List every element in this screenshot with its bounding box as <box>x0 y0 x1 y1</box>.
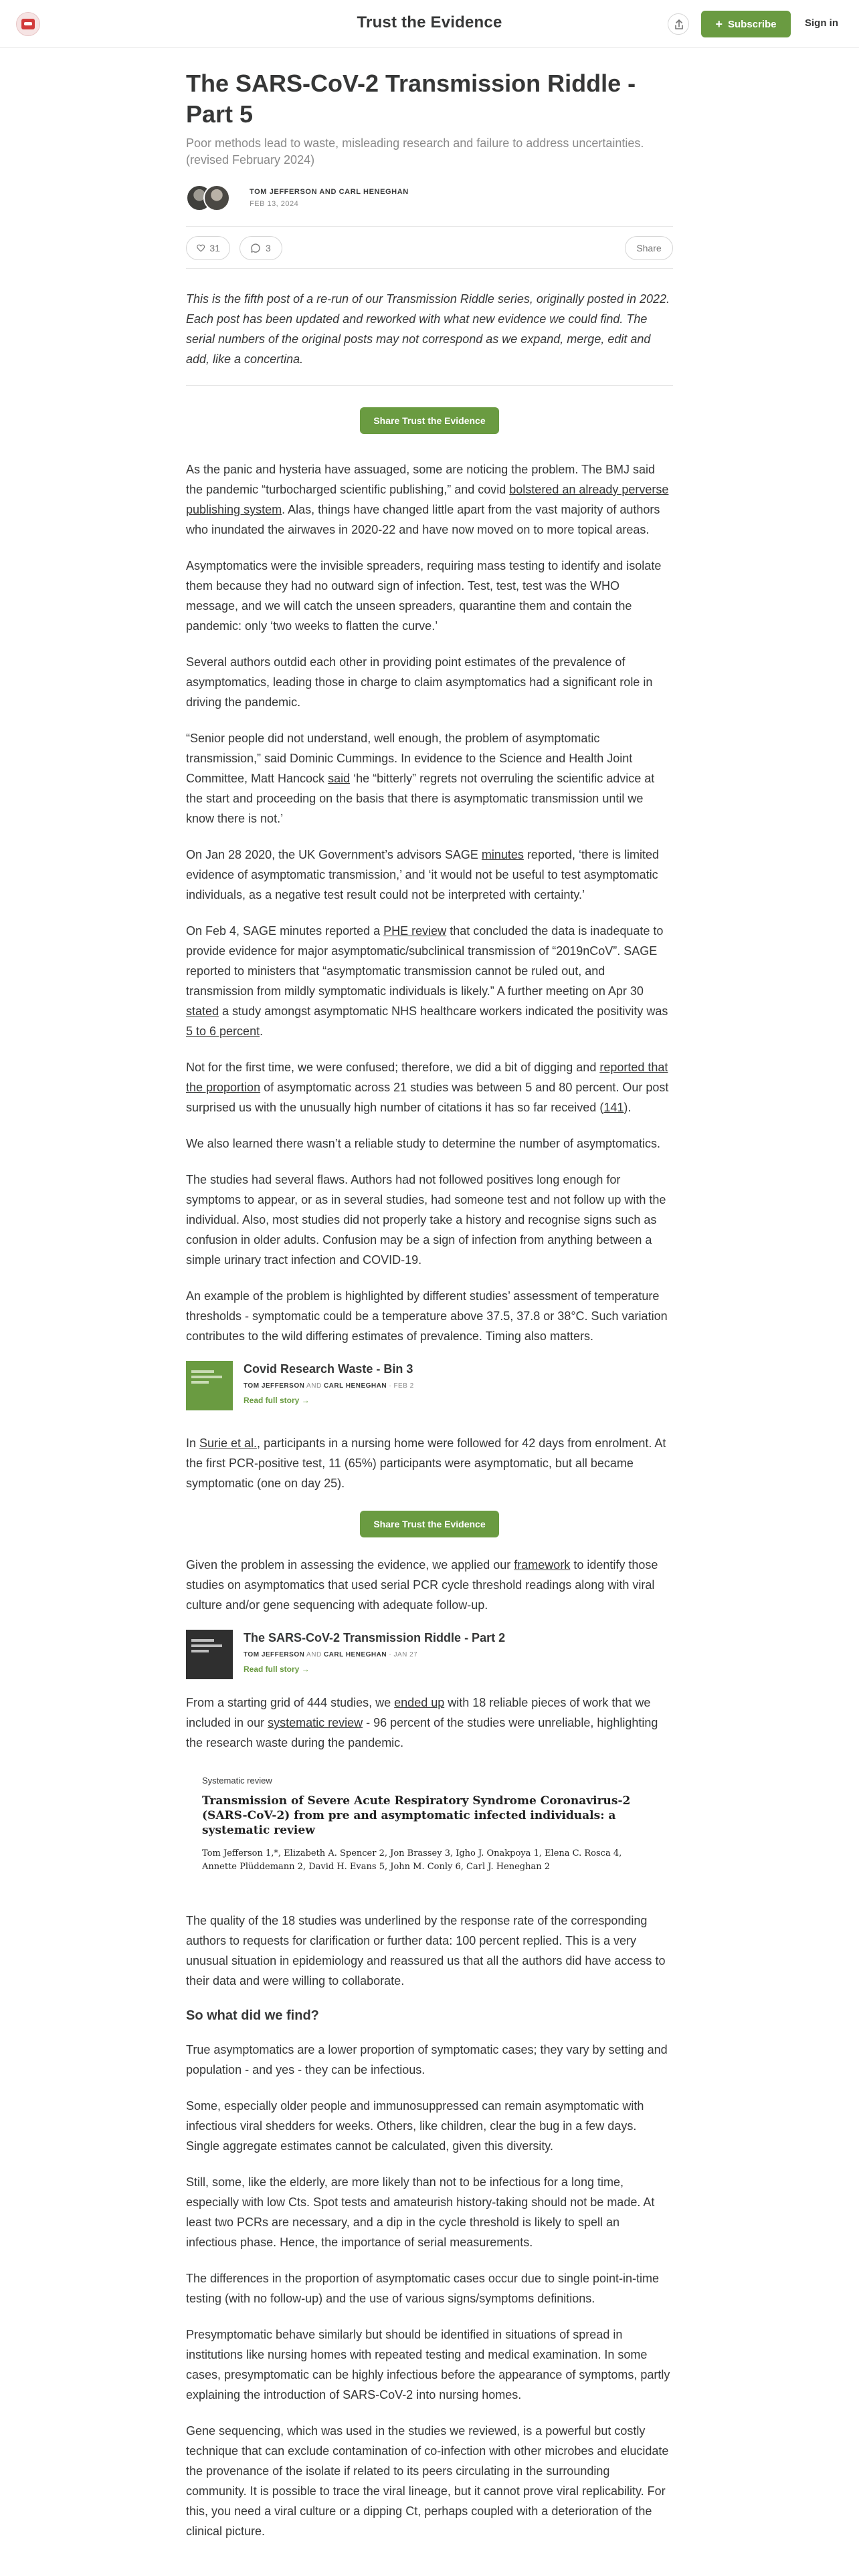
text: AND <box>304 1382 324 1390</box>
paragraph <box>186 1433 673 1493</box>
paragraph: Asymptomatics were the invisible spreaders, requiring mass testing to identify and isolate them because they had no outward sign of infection. Test, test, test was the WHO message, and we will catch the unseen spreaders, quarantine them and contain the pandemic: only ‘two weeks to flatten the curve.’ <box>186 559 662 633</box>
date: FEB 2 <box>393 1382 414 1390</box>
intro-note: This is the fifth post of a re-run of our Transmission Riddle series, originally posted in 2022. Each post has been updated and reworked with what new evidence we could find. The serial numbers of the original posts may not correspond as we expand, merge, edit and add, like a concertina. <box>186 292 670 366</box>
paragraph: An example of the problem is highlighted by different studies’ assessment of temperature thresholds - symptomatic could be a temperature above 37.5, 37.8 or 38°C. Such variation contributes to the wild differing estimates of prevalence. Timing also matters. <box>186 1289 668 1343</box>
paragraph <box>186 459 673 540</box>
paragraph: Gene sequencing, which was used in the studies we reviewed, is a powerful but costly technique that can exclude contamination of co-infection with other microbes and elucidate the provenance of the isolate if related to its peers circulating in the surrounding community. It is possible to trace the viral lineage, but it cannot prove viral replicability. For this, you need a viral culture or a dipping Ct, perhaps coupled with a deterioration of the clinical picture. <box>186 2424 669 2538</box>
text: Read full story <box>244 1396 300 1405</box>
read-full-story-link[interactable] <box>244 1396 310 1405</box>
arrow-right-icon: → <box>301 1396 310 1405</box>
heart-icon <box>196 242 205 254</box>
paragraph: Presymptomatic behave similarly but should be identified in situations of spread in institutions like nursing homes with repeated testing and medical examination. In some cases, presymptomatic can be highly infectious before the appearance of symptoms, partly explaining the introduction of SARS-CoV-2 into nursing homes. <box>186 2328 670 2401</box>
paragraph: Still, some, like the elderly, are more likely than not to be infectious for a long time, especially with low Cts. Spot tests and amateurish history-taking should not be made. At least two PCRs are necessary, and a dip in the cycle threshold is likely to spell an infectious phase. Hence, the importance of serial measurements. <box>186 2175 655 2249</box>
text: Given the problem in assessing the evidence, we applied our <box>186 1558 514 1572</box>
embedded-post-card[interactable] <box>186 1630 673 1686</box>
divider <box>186 385 673 386</box>
text: to identify those studies on asymptomatics that used serial PCR cycle threshold readings along with viral culture and/or gene sequencing with adequate follow-up. <box>186 1558 658 1612</box>
link[interactable]: ended up <box>394 1696 445 1709</box>
link[interactable]: framework <box>514 1558 571 1572</box>
link[interactable]: stated <box>186 1004 219 1018</box>
text: “Senior people did not understand, well enough, the problem of asymptomatic transmission,” said Dominic Cummings. In evidence to the Science and Health Joint Committee, Matt Hancock <box>186 732 633 785</box>
plus-icon: + <box>715 17 723 31</box>
text: - 96 percent of the studies were unreliable, highlighting the research waste during the pandemic. <box>186 1716 658 1749</box>
paragraph: Some, especially older people and immunosuppressed can remain asymptomatic with infectious viral shedders for weeks. Others, like children, clear the bug in a few days. Single aggregate estimates cannot be calculated, given this diversity. <box>186 2099 644 2153</box>
embedded-post-meta: TOM JEFFERSON AND CARL HENEGHAN · JAN 27 <box>244 1651 418 1658</box>
subscribe-label: Subscribe <box>727 18 777 30</box>
paragraph: True asymptomatics are a lower proportion of symptomatic cases; they vary by setting and population - and yes - they can be infectious. <box>186 2043 668 2076</box>
text: . <box>260 1025 264 1038</box>
link[interactable]: 5 to 6 percent <box>186 1025 260 1038</box>
text: From a starting grid of 444 studies, we <box>186 1696 395 1709</box>
text: In <box>186 1436 200 1450</box>
text: AND <box>304 1651 324 1658</box>
paragraph: We also learned there wasn’t a reliable study to determine the number of asymptomatics. <box>186 1137 661 1150</box>
text: a study amongst asymptomatic NHS healthcare workers indicated the positivity was <box>219 1004 668 1018</box>
link[interactable]: bolstered an already perverse publishing system <box>186 483 669 516</box>
site-title[interactable]: Trust the Evidence <box>357 13 502 31</box>
paper-authors: Tom Jefferson 1,*, Elizabeth A. Spencer 2, Jon Brassey 3, Igho J. Onakpoya 1, Elena C. Rosca 4, Annette Plüddemann 2, David H. Evans 5, John M. Conly 6, Carl J. Heneghan 2 <box>202 1848 622 1872</box>
embedded-post-card[interactable] <box>186 1361 673 1417</box>
text: participants in a nursing home were followed for 42 days from enrolment. At the first PCR-positive test, 11 (65%) participants were asymptomatic, but all became symptomatic (one on day 25). <box>186 1436 666 1490</box>
text: ). <box>624 1101 632 1114</box>
embedded-post-thumbnail[interactable] <box>186 1630 233 1679</box>
embedded-post-title[interactable]: The SARS-CoV-2 Transmission Riddle - Part 2 <box>244 1631 506 1644</box>
arrow-right-icon: → <box>301 1665 310 1674</box>
date: JAN 27 <box>393 1651 418 1658</box>
share-button[interactable]: Share <box>625 236 673 260</box>
text: On Feb 4, SAGE minutes reported a <box>186 924 384 938</box>
link[interactable]: minutes <box>481 848 524 861</box>
signin-link[interactable]: Sign in <box>805 17 838 29</box>
paragraph <box>186 1555 673 1615</box>
text: . Alas, things have changed little apart from the vast majority of authors who inundated the airwaves in 2020-22 and have now moved on to more topical areas. <box>186 503 660 536</box>
link[interactable]: said <box>328 772 351 785</box>
paper-type: Systematic review <box>202 1776 272 1786</box>
paragraph: The differences in the proportion of asymptomatic cases occur due to single point-in-time testing (with no follow-up) and the use of various signs/symptoms definitions. <box>186 2272 660 2305</box>
text: On Jan 28 2020, the UK Government’s advisors SAGE <box>186 848 482 861</box>
share-icon[interactable] <box>668 13 689 35</box>
section-heading: So what did we find? <box>186 2008 319 2023</box>
subscribe-button[interactable] <box>701 11 791 37</box>
paper-title: Transmission of Severe Acute Respiratory Syndrome Coronavirus-2 (SARS-CoV-2) from pre and asymptomatic infected individuals: a systematic review <box>202 1794 631 1837</box>
embedded-post-title[interactable]: Covid Research Waste - Bin 3 <box>244 1362 413 1376</box>
author: TOM JEFFERSON <box>244 1651 305 1658</box>
text: reported, ‘there is limited evidence of asymptomatic transmission,’ and ‘it would not be useful to test asymptomatic individuals, as a negative test result could not be interpreted with certainty.’ <box>186 848 660 901</box>
author: CARL HENEGHAN <box>323 1651 387 1658</box>
text: with 18 reliable pieces of work that we included in our <box>186 1696 651 1729</box>
link[interactable]: systematic review <box>268 1716 363 1729</box>
paragraph <box>186 728 673 829</box>
post-date: FEB 13, 2024 <box>250 200 299 208</box>
paragraph <box>186 1693 673 1753</box>
paragraph <box>186 921 673 1041</box>
like-count: 31 <box>209 243 220 253</box>
paragraph: The quality of the 18 studies was underlined by the response rate of the corresponding authors to requests for clarification or further data: 100 percent replied. This is a very unusual situation in epidemiology and reassured us that all the authors did have access to their data and were willing to collaborate. <box>186 1914 666 1988</box>
post-subtitle: Poor methods lead to waste, misleading research and failure to address uncertainties. (revised February 2024) <box>186 136 644 167</box>
text: ‘he “bitterly” regrets not overruling the scientific advice at the start and proceeding on the basis that there is asymptomatic transmission until we know there is not.’ <box>186 772 655 825</box>
embedded-post-meta: TOM JEFFERSON AND CARL HENEGHAN · FEB 2 <box>244 1382 414 1390</box>
link[interactable]: reported that the proportion <box>186 1061 668 1094</box>
post-title: The SARS-CoV-2 Transmission Riddle - Part 5 <box>186 70 636 128</box>
embedded-post-thumbnail[interactable] <box>186 1361 233 1410</box>
paragraph: The studies had several flaws. Authors had not followed positives long enough for symptoms to appear, or as in several studies, had someone test and not follow up with the individual. Also, most studies did not properly take a history and recognise signs such as confusion in older adults. Confusion may be a sign of infection from anything between a simple urinary tract infection and COVID-19. <box>186 1173 666 1267</box>
link[interactable]: 141 <box>603 1101 624 1114</box>
text: Not for the first time, we were confused; therefore, we did a bit of digging and <box>186 1061 600 1074</box>
text: Read full story <box>244 1665 300 1674</box>
avatar[interactable] <box>203 185 230 211</box>
text: of asymptomatic across 21 studies was between 5 and 80 percent. Our post surprised us with the unusually high number of citations it has so far received ( <box>186 1081 669 1114</box>
comment-button[interactable] <box>240 236 282 260</box>
text: that concluded the data is inadequate to provide evidence for major asymptomatic/subclinical transmission of “2019nCoV”. SAGE reported to ministers that “asymptomatic transmission cannot be ruled out, and transmission from mildly symptomatic individuals is likely.” A further meeting on Apr 30 <box>186 924 664 998</box>
author: CARL HENEGHAN <box>323 1382 387 1390</box>
comment-count: 3 <box>266 243 271 253</box>
share-publication-button[interactable]: Share Trust the Evidence <box>360 407 499 434</box>
paragraph <box>186 845 673 905</box>
link[interactable]: Surie et al., <box>199 1436 261 1450</box>
read-full-story-link[interactable] <box>244 1665 310 1674</box>
article <box>186 48 673 2541</box>
like-button[interactable] <box>186 236 230 260</box>
share-publication-button[interactable]: Share Trust the Evidence <box>360 1511 499 1537</box>
post-actions <box>186 226 673 269</box>
author: TOM JEFFERSON <box>244 1382 305 1390</box>
comment-icon <box>250 242 262 254</box>
link[interactable]: PHE review <box>383 924 447 938</box>
paragraph <box>186 1057 673 1117</box>
paper-screenshot <box>186 1769 673 1895</box>
top-navigation <box>0 0 859 48</box>
text: As the panic and hysteria have assuaged, some are noticing the problem. The BMJ said the pandemic “turbocharged scientific publishing,” and covid <box>186 463 656 496</box>
byline <box>186 182 673 214</box>
post-authors[interactable]: TOM JEFFERSON AND CARL HENEGHAN <box>250 188 409 196</box>
paragraph: Several authors outdid each other in providing point estimates of the prevalence of asymptomatics, leading those in charge to claim asymptomatics had a significant role in driving the pandemic. <box>186 655 653 709</box>
